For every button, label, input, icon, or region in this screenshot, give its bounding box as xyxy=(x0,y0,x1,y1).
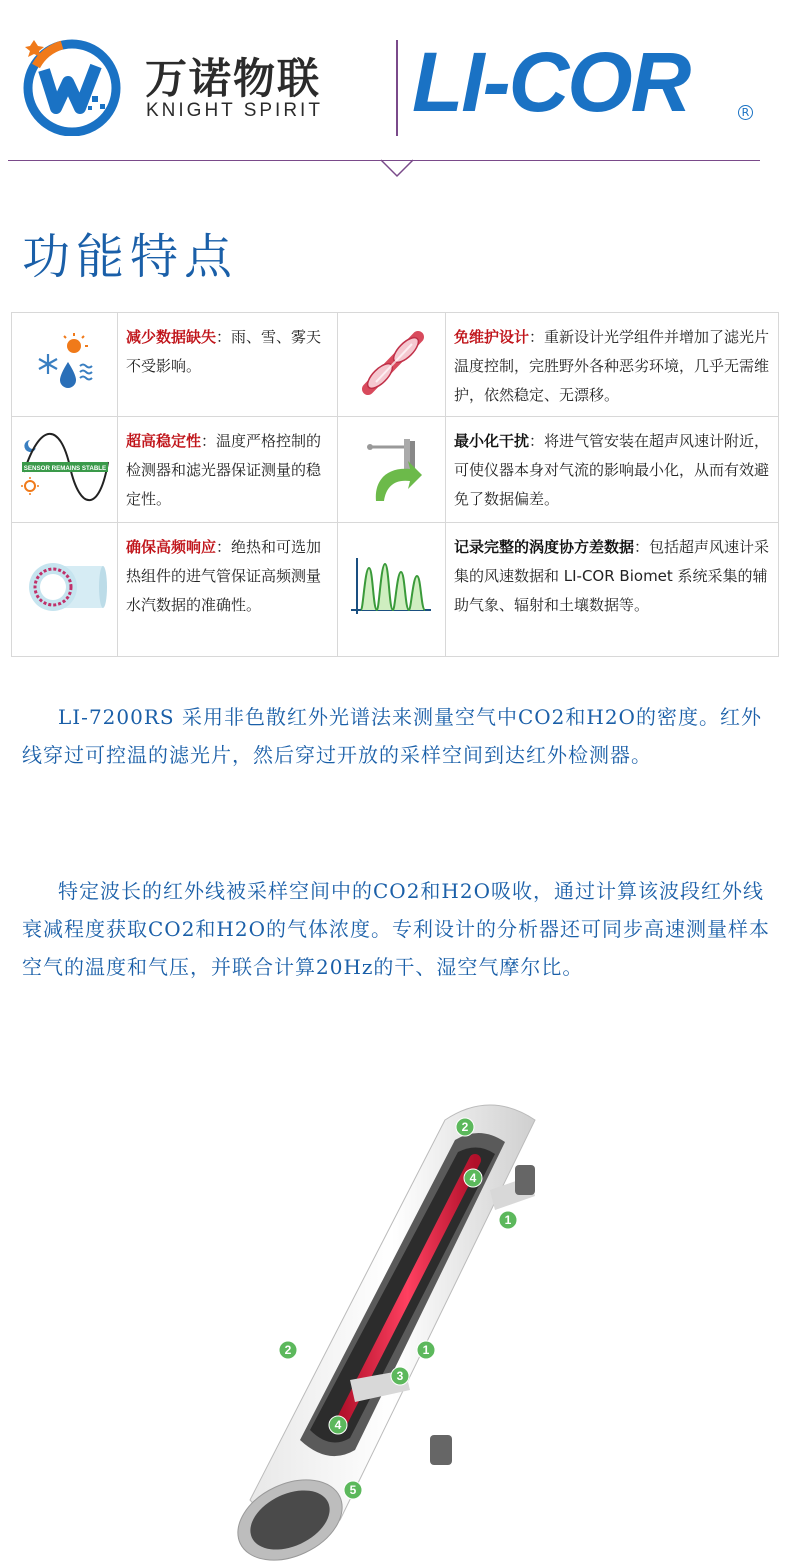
callout-marker xyxy=(329,1416,347,1434)
callout-label: 5 xyxy=(349,1483,357,1497)
feature-title: 减少数据缺失 xyxy=(126,328,217,346)
callout-marker xyxy=(456,1118,474,1136)
feature-title: 免维护设计 xyxy=(454,328,530,346)
stable-sensor-icon xyxy=(20,432,110,502)
feature-text xyxy=(446,313,779,417)
description-paragraph-2: 特定波长的红外线被采样空间中的CO2和H2O吸收，通过计算该波段红外线衰减程度获取CO2和H2O的气体浓度。专利设计的分析器还可同步高速测量样本空气的温度和气压，并联合计算20Hz的干、湿空气摩尔比。 xyxy=(22,879,770,979)
feature-text xyxy=(446,522,779,656)
heated-tube-icon xyxy=(23,556,107,618)
brand-name-en: KNIGHT SPIRIT xyxy=(146,100,323,121)
logo-divider xyxy=(396,40,398,136)
analyzer-cutaway-diagram xyxy=(190,1080,570,1568)
feature-icon-cell xyxy=(338,417,446,522)
feature-title: 超高稳定性 xyxy=(126,432,202,451)
feature-icon-cell xyxy=(12,313,118,417)
callout-marker xyxy=(344,1481,362,1499)
description-paragraph-1: LI-7200RS 采用非色散红外光谱法来测量空气中CO2和H2O的密度。红外线穿过可控温的滤光片，然后穿过开放的采样空间到达红外检测器。 xyxy=(22,705,762,767)
feature-title: 记录完整的涡度协方差数据 xyxy=(454,537,635,556)
licor-logo: LI-COR xyxy=(412,35,690,129)
callout-label: 3 xyxy=(396,1369,404,1383)
callout-1-top: 1 xyxy=(504,1213,512,1227)
callout-marker xyxy=(391,1367,409,1385)
feature-text xyxy=(446,417,779,522)
callout-label: 4 xyxy=(334,1418,342,1432)
feature-row xyxy=(12,522,779,656)
feature-icon-cell xyxy=(338,522,446,656)
callout-label: 2 xyxy=(461,1120,469,1134)
sensor-stable-label: SENSOR REMAINS STABLE xyxy=(23,465,106,473)
callout-label: 1 xyxy=(422,1343,430,1357)
callout-label: 4 xyxy=(469,1171,477,1185)
feature-desc: ：将进气管安装在超声风速计附近，可使仪器本身对气流的影响最小化，从而有效避免了数据偏差。 xyxy=(454,432,770,509)
feature-row xyxy=(12,417,779,522)
airflow-icon xyxy=(356,431,428,503)
weather-icon xyxy=(34,332,96,394)
feature-desc: ：重新设计光学组件并增加了滤光片温度控制，完胜野外各种恶劣环境，几乎无需维护，依然稳定、无漂移。 xyxy=(454,328,770,404)
feature-text xyxy=(118,522,338,656)
feature-table xyxy=(11,312,779,657)
brand-name-cn: 万诺物联 xyxy=(145,54,322,103)
optics-icon xyxy=(356,327,428,399)
feature-title: 最小化干扰 xyxy=(454,432,530,451)
header-notch-icon xyxy=(380,158,414,178)
covariance-chart-icon xyxy=(349,554,435,620)
callout-marker xyxy=(417,1341,435,1359)
feature-icon-cell xyxy=(12,417,118,522)
knight-spirit-logo-icon xyxy=(22,36,122,136)
feature-row xyxy=(12,313,779,417)
feature-icon-cell xyxy=(338,313,446,417)
feature-icon-cell xyxy=(12,522,118,656)
feature-text xyxy=(118,313,338,417)
section-title: 功能特点 xyxy=(22,229,239,285)
feature-text xyxy=(118,417,338,522)
callout-label: 2 xyxy=(284,1343,292,1357)
feature-desc: ：绝热和可选加热组件的进气管保证高频测量水汽数据的准确性。 xyxy=(126,537,322,614)
feature-title: 确保高频响应 xyxy=(126,537,217,556)
callout-marker xyxy=(464,1169,482,1187)
feature-desc: ：温度严格控制的检测器和滤光器保证测量的稳定性。 xyxy=(126,432,322,509)
registered-mark: R xyxy=(738,105,753,120)
feature-desc: ：雨、雪、雾天不受影响。 xyxy=(126,328,322,375)
callout-marker xyxy=(279,1341,297,1359)
feature-desc: ：包括超声风速计采集的风速数据和 LI-COR Biomet 系统采集的辅助气象、辐射和土壤数据等。 xyxy=(454,537,770,614)
